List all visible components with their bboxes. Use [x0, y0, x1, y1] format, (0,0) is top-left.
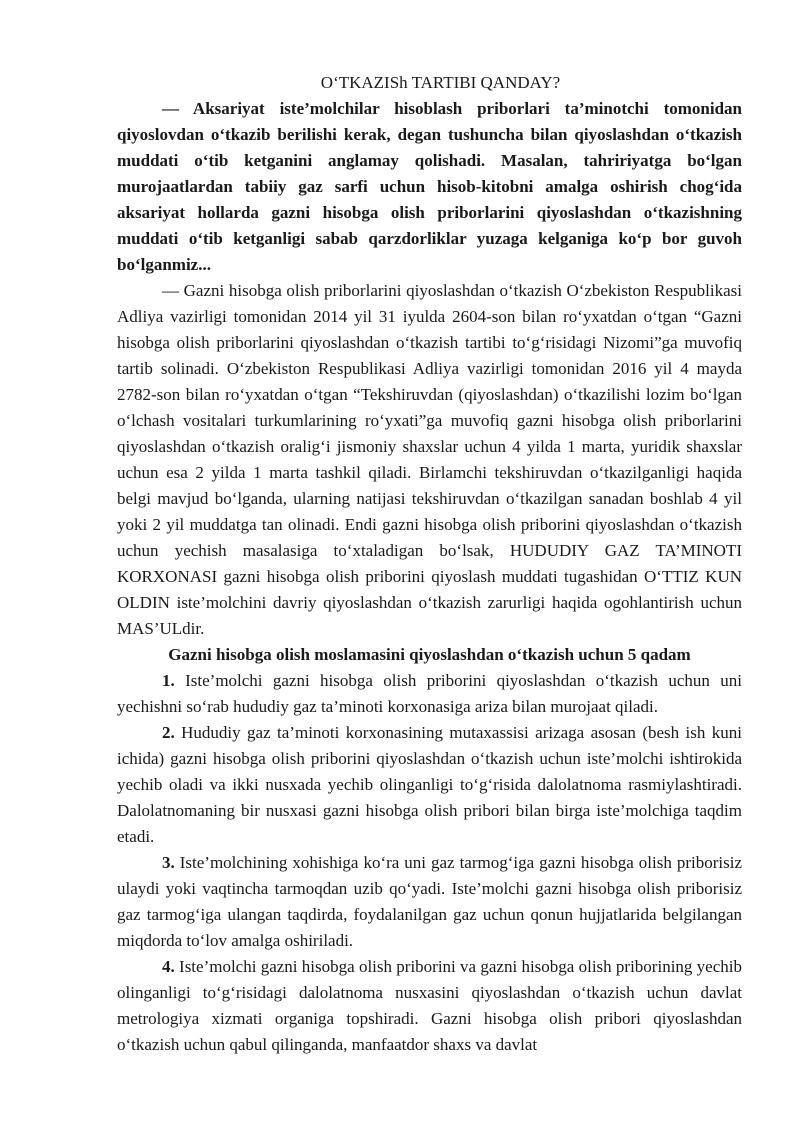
step-text: Iste’molchi gazni hisobga olish priborini va gazni hisobga olish priborining yechib olinganligi to‘g‘risidagi dalolatnoma nusxasini qiyoslashdan o‘tkazish uchun davlat metrologiya xizmati organiga topshiradi. Gazni hisobga olish pribori qiyoslashdan o‘tkazish uchun qabul qilinganda, manfaatdor shaxs va davlat	[117, 957, 743, 1054]
step-paragraph	[117, 668, 742, 720]
step-text: Iste’molchining xohishiga ko‘ra uni gaz tarmog‘iga gazni hisobga olish priborisiz ulaydi yoki vaqtincha tarmoqdan uzib qo‘yadi. Iste’molchi gazni hisobga olish priborisiz gaz tarmog‘iga ulangan taqdirda, foydalanilgan gaz uchun qonun hujjatlarida belgilangan miqdorda to‘lov amalga oshiriladi.	[117, 853, 742, 950]
question-paragraph: — Aksariyat iste’molchilar hisoblash priborlari ta’minotchi tomonidan qiyoslovdan o‘tkazib berilishi kerak, degan tushuncha bilan qiyoslashdan o‘tkazish muddati o‘tib ketganini anglamay qolishadi. Masalan, tahririyatga bo‘lgan murojaatlardan tabiiy gaz sarfi uchun hisob-kitobni amalga oshirish chog‘ida aksariyat hollarda gazni hisobga olish priborlarini qiyoslashdan o‘tkazishning muddati o‘tib ketganligi sabab qarzdorliklar yuzaga kelganiga ko‘p bor guvoh bo‘lganmiz...	[117, 99, 742, 274]
step-paragraph	[117, 954, 742, 1058]
answer-paragraph: — Gazni hisobga olish priborlarini qiyoslashdan o‘tkazish O‘zbekiston Respublikasi Adliya vazirligi tomonidan 2014 yil 31 iyulda 2604-son bilan ro‘yxatdan o‘tgan “Gazni hisobga olish priborlarini qiyoslashdan o‘tkazish tartibi to‘g‘risidagi Nizomi”ga muvofiq tartib solinadi. O‘zbekiston Respublikasi Adliya vazirligi tomonidan 2016 yil 4 mayda 2782-son bilan ro‘yxatdan o‘tgan “Tekshiruvdan (qiyoslashdan) o‘tkazilishi lozim bo‘lgan o‘lchash vositalari turkumlarining ro‘yxati”ga muvofiq gazni hisobga olish priborlarini qiyoslashdan o‘tkazish oralig‘i jismoniy shaxslar uchun 4 yilda 1 marta, yuridik shaxslar uchun esa 2 yilda 1 marta tashkil qiladi. Birlamchi tekshiruvdan o‘tkazilganligi haqida belgi mavjud bo‘lganda, ularning natijasi tekshiruvdan o‘tkazilgan sanadan boshlab 4 yil yoki 2 yil muddatga tan olinadi. Endi gazni hisobga olish priborini qiyoslashdan o‘tkazish uchun yechish masalasiga to‘xtaladigan bo‘lsak, HUDUDIY GAZ TA’MINOTI KORXONASI gazni hisobga olish priborini qiyoslash muddati tugashidan O‘TTIZ KUN OLDIN iste’molchini davriy qiyoslashdan o‘tkazish zarurligi haqida ogohlantirish uchun MAS’ULdir.	[117, 281, 742, 638]
step-text: Iste’molchi gazni hisobga olish priborini qiyoslashdan o‘tkazish uchun uni yechishni so‘rab hududiy gaz ta’minoti korxonasiga ariza bilan murojaat qiladi.	[117, 671, 742, 716]
step-number: 2.	[162, 723, 175, 742]
step-paragraph	[117, 720, 742, 850]
step-number: 4.	[162, 957, 175, 976]
step-paragraph	[117, 850, 742, 954]
steps-heading: Gazni hisobga olish moslamasini qiyoslashdan o‘tkazish uchun 5 qadam	[168, 645, 691, 664]
step-text: Hududiy gaz ta’minoti korxonasining mutaxassisi arizaga asosan (besh ish kuni ichida) gazni hisobga olish priborini qiyoslashdan o‘tkazish uchun iste’molchi ishtirokida yechib oladi va ikki nusxada yechib olinganligi to‘g‘risida dalolatnoma rasmiylashtiradi. Dalolatnomaning bir nusxasi gazni hisobga olish pribori bilan birga iste’molchiga taqdim etadi.	[117, 723, 742, 846]
document-title: O‘TKAZISh TARTIBI QANDAY?	[320, 73, 561, 92]
step-number: 1.	[162, 671, 175, 690]
step-number: 3.	[162, 853, 175, 872]
